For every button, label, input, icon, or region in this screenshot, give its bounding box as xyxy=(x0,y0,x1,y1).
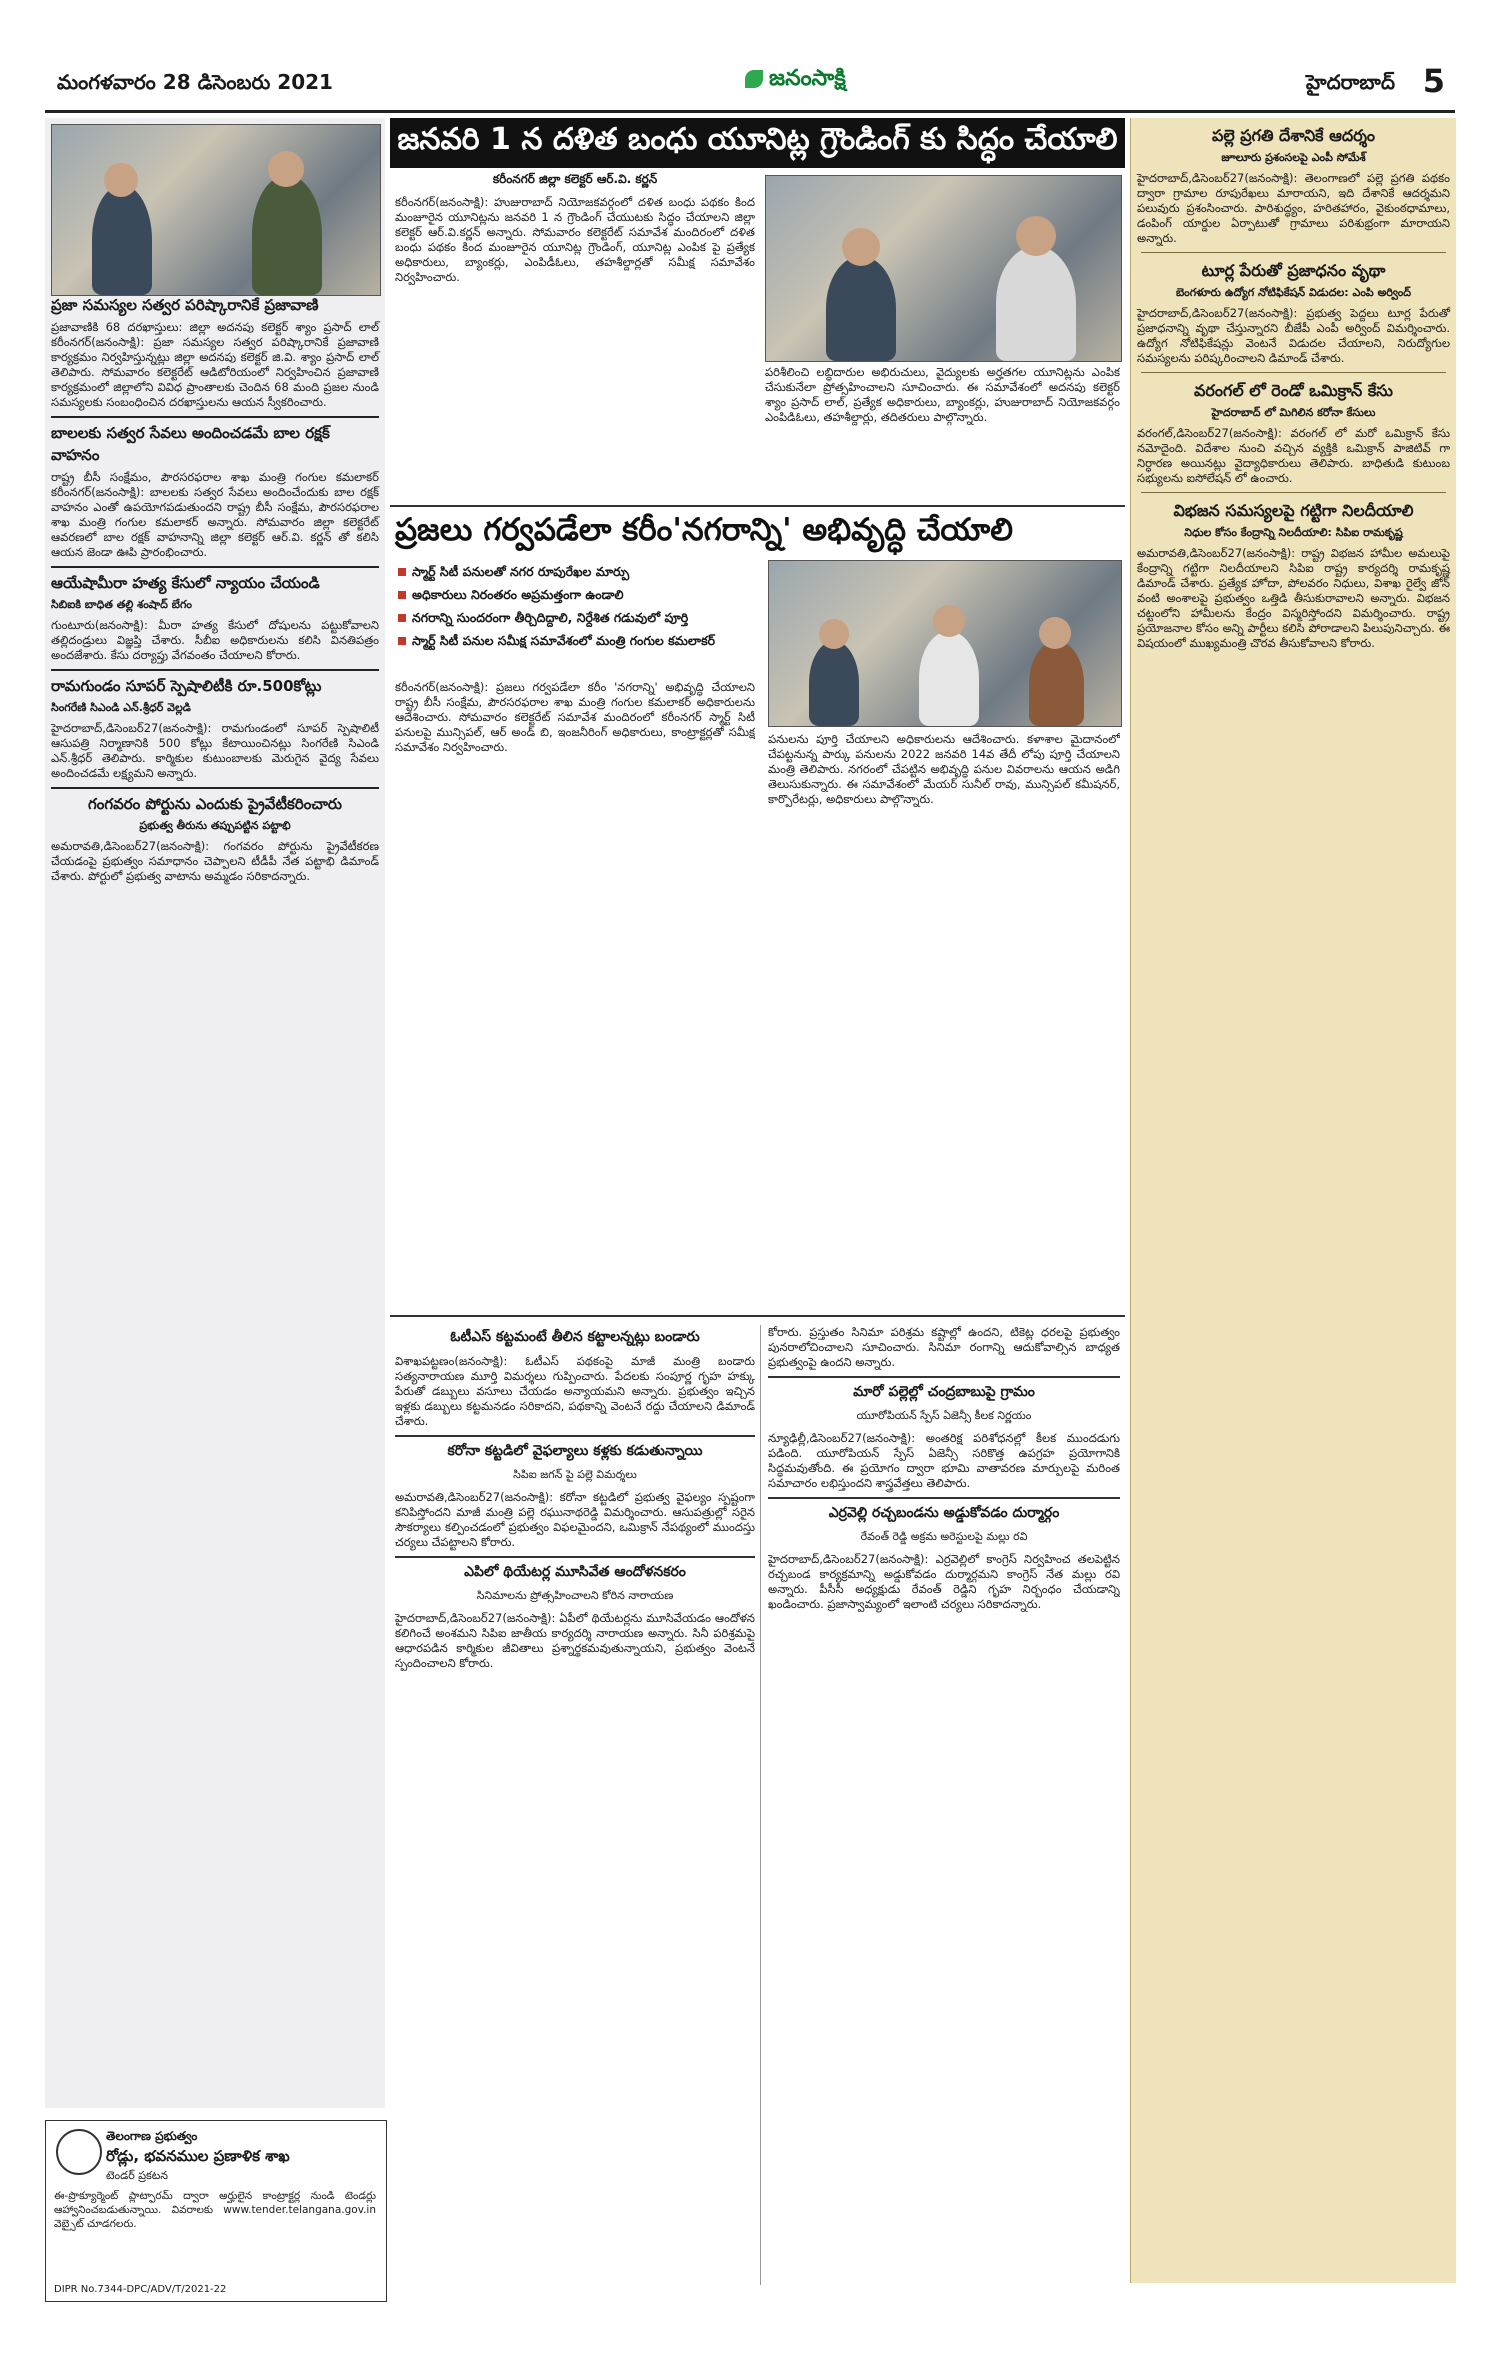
article-byline: కరీంనగర్ జిల్లా కలెక్టర్ ఆర్.వి. కర్ణన్ xyxy=(492,172,658,186)
article-body: గుంటూరు(జనంసాక్షి): మీరా హత్య కేసులో దోషులను పట్టుకోవాలని తల్లిదండ్రులు విజ్ఞప్తి చేశారు. సీబీఐ అధికారులను కలిసి వినతిపత్రం అందజేశారు. కేసు దర్యాప్తు వేగవంతం చేయాలని కోరారు. xyxy=(51,618,379,662)
article-body: కరీంనగర్(జనంసాక్షి): హుజురాబాద్ నియోజకవర్గంలో దళిత బంధు పథకం కింద మంజూరైన యూనిట్లను జనవరి 1 న గ్రౌండింగ్ చేయుటకు సిద్ధం చేయాలని జిల్లా కలెక్టర్ ఆర్.వి.కర్ణన్ అన్నారు. సోమవారం కలెక్టరేట్ సమావేశ మందిరంలో దళిత బంధు పథకం కింద మంజూరైన యూనిట్ల గ్రౌండింగ్, యూనిట్ల ఎంపిక పై ప్రత్యేక అధికారులు, బ్యాంకర్లు, ఎంపిడీఓలు, తహశీల్దార్లతో సమీక్ష సమావేశం నిర్వహించారు. xyxy=(395,195,755,284)
edition-city: హైదరాబాద్ xyxy=(1305,70,1395,94)
article-byline: యూరోపియన్ స్పేస్ ఏజెన్సీ కీలక నిర్ణయం xyxy=(856,1409,1032,1422)
lower-right-stories xyxy=(768,1325,1120,2285)
highlight-item: నగరాన్ని సుందరంగా తీర్చిదిద్దాలి, నిర్దేశిత గడువులో పూర్తి xyxy=(398,610,758,629)
story-2-highlights xyxy=(398,560,758,656)
page-number: 5 xyxy=(1422,62,1445,100)
headline-1: జనవరి 1 న దళిత బంధు యూనిట్ల గ్రౌండింగ్ కు సిద్ధం చేయాలి xyxy=(390,118,1125,168)
leaf-icon xyxy=(745,70,763,88)
story-1-text xyxy=(395,168,755,498)
article-title: టూర్ల పేరుతో ప్రజాధనం వృథా xyxy=(1201,261,1386,280)
article-title: ఆయేషామీరా హత్య కేసులో న్యాయం చేయండి xyxy=(51,574,320,592)
article-body: హైదరాబాద్,డిసెంబర్27(జనంసాక్షి): ప్రభుత్వ పెద్దలు టూర్ల పేరుతో ప్రజాధనాన్ని వృథా చేస్తున్నారని బీజేపీ ఎంపీ అర్వింద్ విమర్శించారు. ఉద్యోగ నోటిఫికేషన్లు వెంటనే విడుదల చేయాలని, నిరుద్యోగుల సమస్యలను పరిష్కరించాలని డిమాండ్ చేశారు. xyxy=(1137,306,1450,365)
article-byline: రేవంత్ రెడ్డి అక్రమ అరెస్టులపై మల్లు రవి xyxy=(860,1530,1028,1543)
article-title: మారో పల్లెల్లో చంద్రబాబుపై గ్రామం xyxy=(853,1384,1035,1400)
article-body: పనులను పూర్తి చేయాలని అధికారులను ఆదేశించారు. కళాశాల మైదానంలో చేపట్టనున్న పార్కు పనులను 2022 జనవరి 14వ తేదీ లోపు పూర్తి చేయాలని మంత్రి తెలిపారు. నగరంలో చేపట్టిన అభివృద్ధి పనుల వివరాలను ఆయన అడిగి తెలుసుకున్నారు. ఈ సమావేశంలో మేయర్ సునీల్ రావు, మున్సిపల్ కమీషనర్, కార్పొరేటర్లు, అధికారులు పాల్గొన్నారు. xyxy=(768,732,1120,806)
emblem-icon xyxy=(56,2129,102,2175)
article-byline: హైదరాబాద్ లో మిగిలిన కరోనా కేసులు xyxy=(1211,406,1376,419)
article-title: విభజన సమస్యలపై గట్టిగా నిలదీయాలి xyxy=(1173,501,1414,520)
article-body: కరీంనగర్(జనంసాక్షి): ప్రజలు గర్వపడేలా కరీం 'నగరాన్ని' అభివృద్ధి చేయాలని రాష్ట్ర బీసీ సంక్షేమ, పౌరసరఫరాల శాఖ మంత్రి గంగుల కమలాకర్ అధికారులను ఆదేశించారు. సోమవారం కలెక్టరేట్ సమావేశ మందిరంలో కరీంనగర్ స్మార్ట్ సిటీ పనులపై మున్సిపల్, ఆర్ అండ్ బి, ఇంజనీరింగ్ అధికారులు, కాంట్రాక్టర్లతో సమీక్ష సమావేశం నిర్వహించారు. xyxy=(395,680,755,754)
highlight-item: అధికారులు నిరంతరం అప్రమత్తంగా ఉండాలి xyxy=(398,587,758,606)
right-column xyxy=(1130,118,1456,2283)
ad-line3: టెండర్ ప్రకటన xyxy=(106,2169,169,2182)
article-byline: ప్రభుత్వ తీరును తప్పుపట్టిన పట్టాభి xyxy=(139,819,291,832)
highlight-item: స్మార్ట్ సిటీ పనులతో నగర రూపురేఖల మార్పు xyxy=(398,564,758,583)
article-byline: నిధుల కోసం కేంద్రాన్ని నిలదీయాలి: సిపిఐ రామకృష్ణ xyxy=(1184,526,1403,539)
article-title: వరంగల్ లో రెండో ఒమిక్రాన్ కేసు xyxy=(1194,381,1393,400)
brand-logo xyxy=(745,66,846,96)
bullet-icon xyxy=(398,568,406,576)
article-byline: సిబిఐకి బాధిత తల్లి శంషాద్ బేగం xyxy=(51,598,192,611)
article-body: హైదరాబాద్,డిసెంబర్27(జనంసాక్షి): రామగుండంలో సూపర్ స్పెషాలిటీ ఆసుపత్రి నిర్మాణానికి 500 కోట్లు కేటాయించినట్లు సింగరేణి సిఎండి ఎన్.శ్రీధర్ తెలిపారు. కార్మికుల కుటుంబాలకు మెరుగైన వైద్య సేవలు అందించడమే లక్ష్యమని అన్నారు. xyxy=(51,721,379,780)
article-byline: జూలూరు ప్రశంసలపై ఎంపీ సోమేశ్ xyxy=(1221,151,1366,164)
photo-prajavani xyxy=(51,124,381,296)
story-2-text xyxy=(395,680,755,1310)
article-title: బాలలకు సత్వర సేవలు అందించడమే బాల రక్షక్ వాహనం xyxy=(51,424,330,464)
left-column xyxy=(45,118,385,2108)
article-body: వరంగల్,డిసెంబర్27(జనంసాక్షి): వరంగల్ లో మరో ఒమిక్రాన్ కేసు నమోదైంది. విదేశాల నుంచి వచ్చిన వ్యక్తికి ఒమిక్రాన్ పాజిటివ్ గా నిర్ధారణ అయినట్లు వైద్యాధికారులు తెలిపారు. బాధితుడి కుటుంబ సభ్యులను ఐసోలేషన్ లో ఉంచారు. xyxy=(1137,426,1450,485)
article-title: గంగవరం పోర్టును ఎందుకు ప్రైవేటీకరించారు xyxy=(87,795,343,813)
article-title: ఓటీఎస్ కట్టమంటే తీలిన కట్టాలన్నట్లు బండారు xyxy=(450,1329,700,1345)
bullet-icon xyxy=(398,591,406,599)
article-body: పరిశీలించి లబ్ధిదారుల అభిరుచులు, వైద్యులకు అర్హతగల యూనిట్లను ఎంపిక చేసుకునేలా ప్రోత్సహించాలని సూచించారు. ఈ సమావేశంలో అదనపు కలెక్టర్ శ్యాం ప్రసాద్ లాల్, ప్రత్యేక అధికారులు, బ్యాంకర్లు, హుజురాబాద్ నియోజకవర్గం ఎంపిడిఓలు, తహశీల్దార్లు, తదితరులు పాల్గొన్నారు. xyxy=(765,365,1120,424)
article-body: రాష్ట్ర బీసీ సంక్షేమం, పౌరసరఫరాల శాఖ మంత్రి గంగుల కమలాకర్ కరీంనగర్(జనంసాక్షి): బాలలకు సత్వర సేవలు అందించేందుకు బాల రక్షక్ వాహనం ఎంతో ఉపయోగపడుతుందని రాష్ట్ర బీసీ సంక్షేమ, పౌరసరఫరాల శాఖ మంత్రి గంగుల కమలాకర్ అన్నారు. సోమవారం జిల్లా కలెక్టరేట్ ఆవరణలో బాల రక్షక్ వాహనాన్ని జిల్లా కలెక్టర్ ఆర్.వి. కర్ణన్ తో కలిసి ఆయన జెండా ఊపి ప్రారంభించారు. xyxy=(51,470,379,559)
article-byline: సింగరేణి సిఎండి ఎన్.శ్రీధర్ వెల్లడి xyxy=(51,701,191,714)
bullet-icon xyxy=(398,637,406,645)
ad-body: ఈ-ప్రొక్యూర్మెంట్ ప్లాట్ఫారమ్ ద్వారా అర్హులైన కాంట్రాక్టర్ల నుండి టెండర్లు ఆహ్వానించబడుతున్నాయి. వివరాలకు www.tender.telangana.gov.in వెబ్సైట్ చూడగలరు. xyxy=(54,2190,376,2230)
article-title: ప్రజా సమస్యల సత్వర పరిష్కారానికే ప్రజావాణి xyxy=(51,296,319,314)
lower-left-stories xyxy=(395,1325,755,2285)
article-body: కోరారు. ప్రస్తుతం సినిమా పరిశ్రమ కష్టాల్లో ఉందని, టికెట్ల ధరలపై ప్రభుత్వం పునరాలోచించాలని సూచించారు. సినిమా రంగాన్ని ఆదుకోవాల్సిన బాధ్యత ప్రభుత్వంపై ఉందని అన్నారు. xyxy=(768,1325,1120,1369)
photo-dalitha-bandhu xyxy=(765,175,1122,362)
article-byline: సినిమాలను ప్రోత్సహించాలని కోరిన నారాయణ xyxy=(476,1589,674,1602)
article-body: హైదరాబాద్,డిసెంబర్27(జనంసాక్షి): ఎర్రవెల్లిలో కాంగ్రెస్ నిర్వహించ తలపెట్టిన రచ్చబండ కార్యక్రమాన్ని అడ్డుకోవడం దుర్మార్గమని కాంగ్రెస్ నేత మల్లు రవి అన్నారు. పీసీసీ అధ్యక్షుడు రేవంత్ రెడ్డిని గృహ నిర్బంధం చేయడాన్ని ఖండించారు. ప్రజాస్వామ్యంలో ఇలాంటి చర్యలు సరికాదన్నారు. xyxy=(768,1552,1120,1611)
article-title: కరోనా కట్టడిలో వైఫల్యాలు కళ్లకు కడుతున్నాయి xyxy=(447,1443,703,1459)
masthead xyxy=(45,62,1455,113)
ad-line1: తెలంగాణ ప్రభుత్వం xyxy=(106,2129,198,2143)
story-2-text-cont xyxy=(768,732,1120,1310)
article-body: అమరావతి,డిసెంబర్27(జనంసాక్షి): కరోనా కట్టడిలో ప్రభుత్వ వైఫల్యం స్పష్టంగా కనిపిస్తోందని మాజీ మంత్రి పల్లె రఘునాథరెడ్డి విమర్శించారు. ఆసుపత్రుల్లో సరైన సౌకర్యాలు కల్పించడంలో ప్రభుత్వం విఫలమైందని, ఒమిక్రాన్ నేపథ్యంలో ముందస్తు చర్యలు చేపట్టాలని కోరారు. xyxy=(395,1490,755,1549)
story-1-text-cont xyxy=(765,365,1120,500)
article-body: ప్రజావాణికి 68 దరఖాస్తులు: జిల్లా అదనపు కలెక్టర్ శ్యాం ప్రసాద్ లాల్ కరీంనగర్(జనంసాక్షి): ప్రజా సమస్యల సత్వర పరిష్కారానికే ప్రజావాణి కార్యక్రమం నిర్వహిస్తున్నట్లు జిల్లా అదనపు కలెక్టర్ జి.వి. శ్యాం ప్రసాద్ లాల్ తెలిపారు. సోమవారం కలెక్టరేట్ ఆడిటోరియంలో నిర్వహించిన ప్రజావాణి కార్యక్రమంలో జిల్లాలోని వివిధ ప్రాంతాలకు చెందిన 68 మంది ప్రజల నుండి సమస్యలకు సంబంధించిన దరఖాస్తులను ఆయన స్వీకరించారు. xyxy=(51,320,379,409)
article-body: అమరావతి,డిసెంబర్27(జనంసాక్షి): గంగవరం పోర్టును ప్రైవేటీకరణ చేయడంపై ప్రభుత్వం సమాధానం చెప్పాలని టీడీపీ నేత పట్టాభి డిమాండ్ చేశారు. పోర్టులో ప్రభుత్వ వాటాను అమ్మడం సరికాదన్నారు. xyxy=(51,839,379,883)
article-byline: సిపిఐ జగన్ పై పల్లె విమర్శలు xyxy=(513,1468,637,1481)
article-body: విశాఖపట్టణం(జనంసాక్షి): ఓటీఎస్ పథకంపై మాజీ మంత్రి బండారు సత్యనారాయణ మూర్తి విమర్శలు గుప్పించారు. పేదలకు సంపూర్ణ గృహ హక్కు పేరుతో డబ్బులు వసూలు చేయడం అన్యాయమని అన్నారు. ప్రభుత్వం ఇచ్చిన ఇళ్లకు డబ్బులు కట్టమనడం సరికాదని, పథకాన్ని వెంటనే రద్దు చేయాలని డిమాండ్ చేశారు. xyxy=(395,1354,755,1428)
highlight-item: స్మార్ట్ సిటీ పనుల సమీక్ష సమావేశంలో మంత్రి గంగుల కమలాకర్ xyxy=(398,633,758,652)
issue-date: మంగళవారం 28 డిసెంబరు 2021 xyxy=(57,70,333,94)
article-body: న్యూఢిల్లీ,డిసెంబర్27(జనంసాక్షి): అంతరిక్ష పరిశోధనల్లో కీలక ముందడుగు పడింది. యూరోపియన్ స్పేస్ ఏజెన్సీ సరికొత్త ఉపగ్రహ ప్రయోగానికి సిద్ధమవుతోంది. ఈ ప్రయోగం ద్వారా భూమి వాతావరణ మార్పులపై మరింత సమాచారం లభిస్తుందని శాస్త్రవేత్తలు తెలిపారు. xyxy=(768,1431,1120,1490)
photo-smart-city-review xyxy=(768,560,1122,727)
article-title: ఎపిలో థియేటర్ల మూసివేత ఆందోళనకరం xyxy=(464,1564,686,1580)
headline-2: ప్రజలు గర్వపడేలా కరీం'నగరాన్ని' అభివృద్ధి చేయాలి xyxy=(395,512,1013,548)
article-body: అమరావతి,డిసెంబర్27(జనంసాక్షి): రాష్ట్ర విభజన హామీల అమలుపై కేంద్రాన్ని గట్టిగా నిలదీయాలని సిపిఐ రాష్ట్ర కార్యదర్శి రామకృష్ణ డిమాండ్ చేశారు. ప్రత్యేక హోదా, పోలవరం నిధులు, విశాఖ రైల్వే జోన్ వంటి అంశాలపై ప్రభుత్వం ఒత్తిడి తీసుకురావాలని అన్నారు. విభజన చట్టంలోని హామీలను కేంద్రం విస్మరిస్తోందని విమర్శించారు. రాష్ట్ర ప్రయోజనాల కోసం అన్ని పార్టీలు కలిసి పోరాడాలని పిలుపునిచ్చారు. ఈ విషయంలో ముఖ్యమంత్రి చొరవ తీసుకోవాలని కోరారు. xyxy=(1137,546,1450,650)
article-body: హైదరాబాద్,డిసెంబర్27(జనంసాక్షి): తెలంగాణలో పల్లె ప్రగతి పథకం ద్వారా గ్రామాల రూపురేఖలు మారాయని, ఇది దేశానికే ఆదర్శమని పలువురు ప్రశంసించారు. పారిశుద్ధ్యం, హరితహారం, వైకుంఠధామాలు, డంపింగ్ యార్డుల ఏర్పాటుతో గ్రామాలు పరిశుభ్రంగా మారాయని అన్నారు. xyxy=(1137,171,1450,245)
article-byline: బెంగళూరు ఉద్యోగ నోటిఫికేషన్ విడుదల: ఎంపి అర్వింద్ xyxy=(1175,286,1412,299)
article-title: రామగుండం సూపర్ స్పెషాలిటీకి రూ.500కోట్లు xyxy=(51,677,322,695)
ad-line2: రోడ్లు, భవనముల ప్రణాళిక శాఖ xyxy=(106,2147,290,2165)
bullet-icon xyxy=(398,614,406,622)
article-body: హైదరాబాద్,డిసెంబర్27(జనంసాక్షి): ఏపీలో థియేటర్లను మూసివేయడం ఆందోళన కలిగించే అంశమని సిపిఐ జాతీయ కార్యదర్శి నారాయణ అన్నారు. సినీ పరిశ్రమపై ఆధారపడిన కార్మికుల జీవితాలు ప్రశ్నార్థకమవుతున్నాయని, ప్రభుత్వం వెంటనే స్పందించాలని కోరారు. xyxy=(395,1611,755,1670)
brand-name: జనంసాక్షి xyxy=(769,66,846,91)
ad-footer: DIPR No.7344-DPC/ADV/T/2021-22 xyxy=(54,2284,227,2295)
article-title: పల్లె ప్రగతి దేశానికే ఆదర్శం xyxy=(1211,126,1376,145)
government-ad xyxy=(45,2120,387,2302)
article-title: ఎర్రవెల్లి రచ్చబండను అడ్డుకోవడం దుర్మార్గం xyxy=(828,1505,1060,1521)
